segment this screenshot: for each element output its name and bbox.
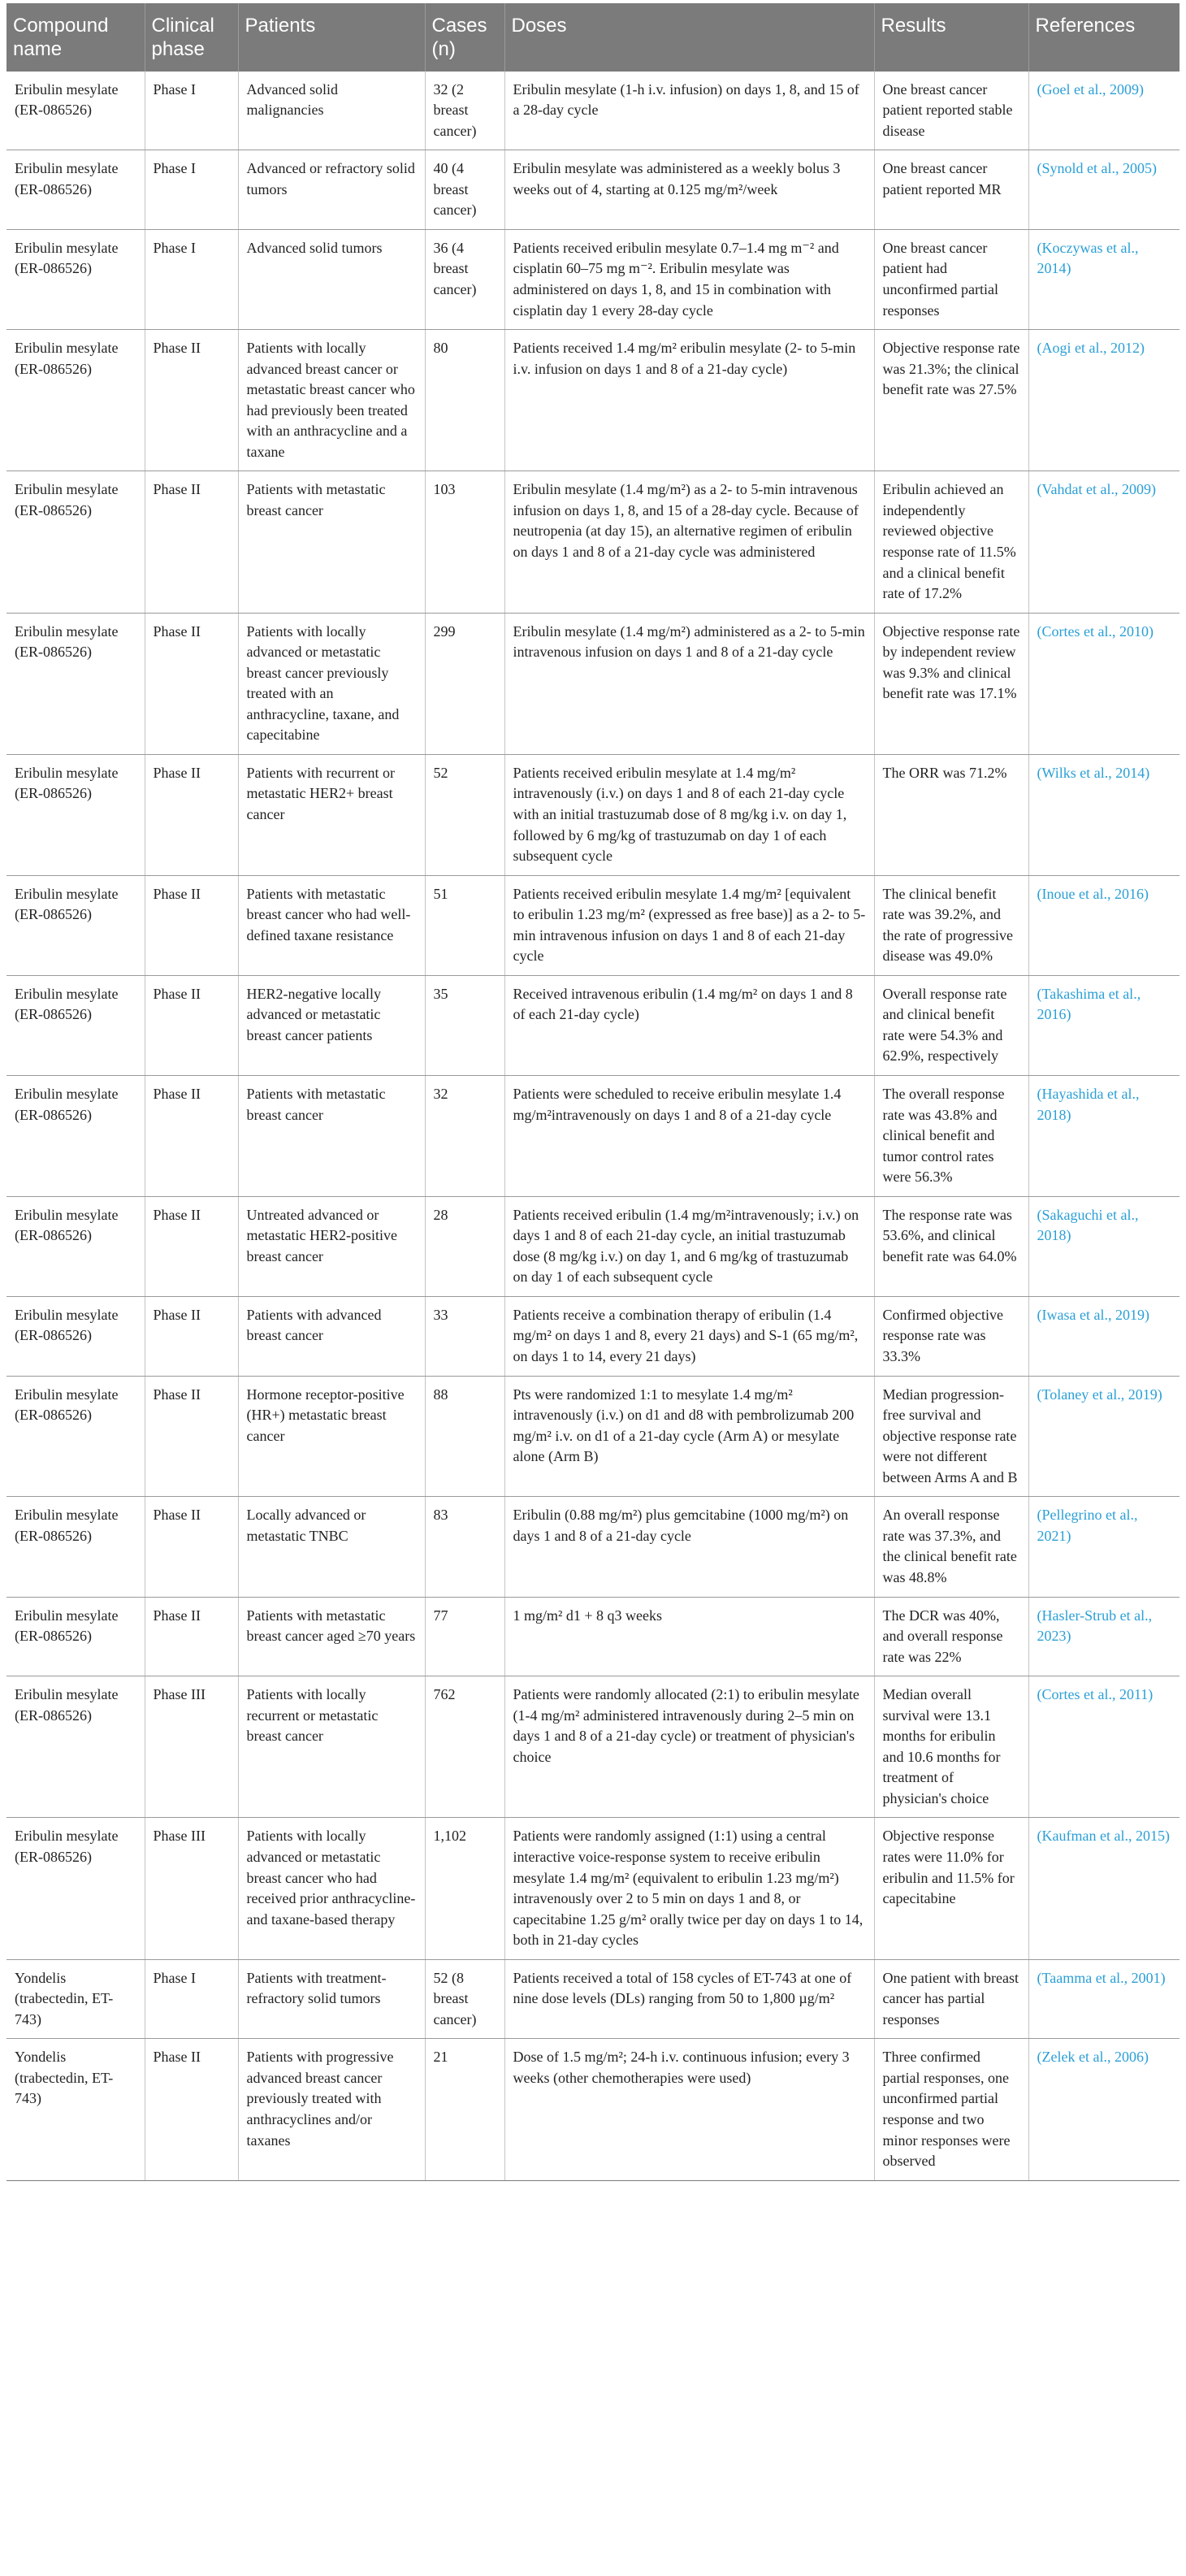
cell-doses: Patients received eribulin mesylate 0.7–1.4 mg m⁻² and cisplatin 60–75 mg m⁻². Eribulin mesylate was administered on days 1, 8, and 15 in combination with cisplatin day 1 every 28-day cycle xyxy=(504,229,874,329)
cell-cases: 52 xyxy=(425,754,504,875)
header-cases: Cases (n) xyxy=(425,3,504,72)
table-row xyxy=(6,471,1180,613)
cell-patients: Advanced or refractory solid tumors xyxy=(238,150,425,230)
cell-cases: 32 (2 breast cancer) xyxy=(425,72,504,150)
cell-cases: 88 xyxy=(425,1376,504,1497)
cell-cases: 77 xyxy=(425,1597,504,1676)
cell-results: One breast cancer patient reported MR xyxy=(874,150,1028,230)
table-row xyxy=(6,754,1180,875)
cell-doses: Patients were randomly assigned (1:1) using a central interactive voice-response system to receive eribulin mesylate 1.4 mg/m² (equivalent to eribulin 1.23 mg/m²) intravenously over 2 to 5 min on days 1 and 8, or capecitabine 1.25 g/m² orally twice per day on days 1 to 14, both in 21-day cycles xyxy=(504,1818,874,1959)
cell-doses: Pts were randomized 1:1 to mesylate 1.4 mg/m² intravenously (i.v.) on d1 and d8 with pembrolizumab 200 mg/m² i.v. on d1 of a 21-day cycle (Arm A) or mesylate alone (Arm B) xyxy=(504,1376,874,1497)
cell-reference-link[interactable]: (Wilks et al., 2014) xyxy=(1028,754,1180,875)
cell-results: One breast cancer patient had unconfirmed partial responses xyxy=(874,229,1028,329)
cell-clinical-phase: Phase II xyxy=(145,1196,238,1296)
cell-results: The clinical benefit rate was 39.2%, and the rate of progressive disease was 49.0% xyxy=(874,875,1028,975)
cell-reference-link[interactable]: (Zelek et al., 2006) xyxy=(1028,2039,1180,2180)
cell-clinical-phase: Phase II xyxy=(145,1376,238,1497)
cell-patients: Patients with advanced breast cancer xyxy=(238,1296,425,1376)
cell-reference-link[interactable]: (Vahdat et al., 2009) xyxy=(1028,471,1180,613)
cell-compound-name: Eribulin mesylate (ER-086526) xyxy=(6,229,145,329)
cell-reference-link[interactable]: (Sakaguchi et al., 2018) xyxy=(1028,1196,1180,1296)
cell-reference-link[interactable]: (Inoue et al., 2016) xyxy=(1028,875,1180,975)
cell-results: Three confirmed partial responses, one unconfirmed partial response and two minor responses were observed xyxy=(874,2039,1028,2180)
cell-reference-link[interactable]: (Hayashida et al., 2018) xyxy=(1028,1076,1180,1197)
cell-patients: Advanced solid tumors xyxy=(238,229,425,329)
cell-compound-name: Eribulin mesylate (ER-086526) xyxy=(6,471,145,613)
table-row xyxy=(6,1959,1180,2039)
cell-compound-name: Eribulin mesylate (ER-086526) xyxy=(6,1597,145,1676)
cell-clinical-phase: Phase III xyxy=(145,1818,238,1959)
table-row xyxy=(6,1497,1180,1597)
cell-clinical-phase: Phase II xyxy=(145,754,238,875)
table-row xyxy=(6,1196,1180,1296)
cell-results: Objective response rates were 11.0% for eribulin and 11.5% for capecitabine xyxy=(874,1818,1028,1959)
cell-doses: Patients received eribulin (1.4 mg/m²intravenously; i.v.) on days 1 and 8 of each 21-day cycle, an initial trastuzumab dose (8 mg/kg i.v.) on day 1, and 6 mg/kg of trastuzumab on day 1 of each subsequent cycle xyxy=(504,1196,874,1296)
cell-doses: Eribulin mesylate (1.4 mg/m²) administered as a 2- to 5-min intravenous infusion on days 1 and 8 of a 21-day cycle xyxy=(504,613,874,754)
cell-results: One breast cancer patient reported stable disease xyxy=(874,72,1028,150)
cell-reference-link[interactable]: (Pellegrino et al., 2021) xyxy=(1028,1497,1180,1597)
header-references: References xyxy=(1028,3,1180,72)
cell-results: Confirmed objective response rate was 33.3% xyxy=(874,1296,1028,1376)
cell-clinical-phase: Phase II xyxy=(145,613,238,754)
table-row xyxy=(6,1597,1180,1676)
table-row xyxy=(6,1296,1180,1376)
table-row xyxy=(6,2039,1180,2180)
cell-clinical-phase: Phase II xyxy=(145,471,238,613)
cell-doses: Eribulin (0.88 mg/m²) plus gemcitabine (1000 mg/m²) on days 1 and 8 of a 21-day cycle xyxy=(504,1497,874,1597)
table-row xyxy=(6,875,1180,975)
cell-patients: Patients with locally advanced or metastatic breast cancer who had received prior anthracycline- and taxane-based therapy xyxy=(238,1818,425,1959)
cell-cases: 36 (4 breast cancer) xyxy=(425,229,504,329)
cell-compound-name: Eribulin mesylate (ER-086526) xyxy=(6,1376,145,1497)
cell-patients: Patients with recurrent or metastatic HER2+ breast cancer xyxy=(238,754,425,875)
cell-patients: Patients with locally recurrent or metastatic breast cancer xyxy=(238,1676,425,1818)
cell-patients: Patients with metastatic breast cancer aged ≥70 years xyxy=(238,1597,425,1676)
cell-clinical-phase: Phase II xyxy=(145,875,238,975)
cell-results: Median overall survival were 13.1 months for eribulin and 10.6 months for treatment of physician's choice xyxy=(874,1676,1028,1818)
cell-reference-link[interactable]: (Tolaney et al., 2019) xyxy=(1028,1376,1180,1497)
cell-patients: Hormone receptor-positive (HR+) metastatic breast cancer xyxy=(238,1376,425,1497)
cell-reference-link[interactable]: (Cortes et al., 2011) xyxy=(1028,1676,1180,1818)
cell-doses: Patients received a total of 158 cycles of ET-743 at one of nine dose levels (DLs) ranging from 50 to 1,800 µg/m² xyxy=(504,1959,874,2039)
cell-patients: Patients with metastatic breast cancer xyxy=(238,471,425,613)
cell-compound-name: Eribulin mesylate (ER-086526) xyxy=(6,150,145,230)
table-row xyxy=(6,1076,1180,1197)
header-doses: Doses xyxy=(504,3,874,72)
cell-patients: Patients with locally advanced or metastatic breast cancer previously treated with an anthracycline, taxane, and capecitabine xyxy=(238,613,425,754)
cell-cases: 28 xyxy=(425,1196,504,1296)
cell-clinical-phase: Phase I xyxy=(145,229,238,329)
cell-results: Objective response rate by independent review was 9.3% and clinical benefit rate was 17.1% xyxy=(874,613,1028,754)
cell-doses: Eribulin mesylate (1-h i.v. infusion) on days 1, 8, and 15 of a 28-day cycle xyxy=(504,72,874,150)
cell-compound-name: Eribulin mesylate (ER-086526) xyxy=(6,72,145,150)
cell-compound-name: Yondelis (trabectedin, ET-743) xyxy=(6,1959,145,2039)
cell-compound-name: Eribulin mesylate (ER-086526) xyxy=(6,613,145,754)
cell-cases: 103 xyxy=(425,471,504,613)
table-row xyxy=(6,72,1180,150)
cell-results: Objective response rate was 21.3%; the clinical benefit rate was 27.5% xyxy=(874,330,1028,471)
cell-results: One patient with breast cancer has partial responses xyxy=(874,1959,1028,2039)
table-row xyxy=(6,1676,1180,1818)
cell-cases: 52 (8 breast cancer) xyxy=(425,1959,504,2039)
header-patients: Patients xyxy=(238,3,425,72)
cell-doses: Patients received eribulin mesylate 1.4 mg/m² [equivalent to eribulin 1.23 mg/m² (expressed as free base)] as a 2- to 5-min intravenous infusion on days 1 and 8 of each 21-day cycle xyxy=(504,875,874,975)
table-row xyxy=(6,229,1180,329)
cell-results: Eribulin achieved an independently reviewed objective response rate of 11.5% and a clinical benefit rate of 17.2% xyxy=(874,471,1028,613)
cell-results: The ORR was 71.2% xyxy=(874,754,1028,875)
header-compound-name: Compound name xyxy=(6,3,145,72)
cell-patients: Patients with treatment-refractory solid tumors xyxy=(238,1959,425,2039)
table-row xyxy=(6,1376,1180,1497)
cell-doses: Eribulin mesylate was administered as a weekly bolus 3 weeks out of 4, starting at 0.125 mg/m²/week xyxy=(504,150,874,230)
cell-compound-name: Yondelis (trabectedin, ET-743) xyxy=(6,2039,145,2180)
cell-compound-name: Eribulin mesylate (ER-086526) xyxy=(6,1296,145,1376)
cell-cases: 21 xyxy=(425,2039,504,2180)
cell-doses: Patients were scheduled to receive eribulin mesylate 1.4 mg/m²intravenously on days 1 and 8 of a 21-day cycle xyxy=(504,1076,874,1197)
cell-cases: 35 xyxy=(425,975,504,1075)
cell-reference-link[interactable]: (Takashima et al., 2016) xyxy=(1028,975,1180,1075)
cell-clinical-phase: Phase II xyxy=(145,1076,238,1197)
cell-compound-name: Eribulin mesylate (ER-086526) xyxy=(6,1196,145,1296)
cell-reference-link[interactable]: (Cortes et al., 2010) xyxy=(1028,613,1180,754)
cell-doses: Patients were randomly allocated (2:1) to eribulin mesylate (1-4 mg/m² administered intravenously during 2–5 min on days 1 and 8 of a 21-day cycle) or treatment of physician's choice xyxy=(504,1676,874,1818)
cell-patients: HER2-negative locally advanced or metastatic breast cancer patients xyxy=(238,975,425,1075)
cell-cases: 80 xyxy=(425,330,504,471)
cell-doses: Eribulin mesylate (1.4 mg/m²) as a 2- to 5-min intravenous infusion on days 1, 8, and 15 of a 28-day cycle. Because of neutropenia (at day 15), an alternative regimen of eribulin on days 1 and 8 of a 21-day cycle was administered xyxy=(504,471,874,613)
cell-doses: Patients receive a combination therapy of eribulin (1.4 mg/m² on days 1 and 8, every 21 days) and S-1 (65 mg/m², on days 1 to 14, every 21 days) xyxy=(504,1296,874,1376)
cell-clinical-phase: Phase I xyxy=(145,150,238,230)
cell-patients: Patients with progressive advanced breast cancer previously treated with anthracyclines and/or taxanes xyxy=(238,2039,425,2180)
cell-cases: 33 xyxy=(425,1296,504,1376)
cell-reference-link[interactable]: (Synold et al., 2005) xyxy=(1028,150,1180,230)
header-clinical-phase: Clinical phase xyxy=(145,3,238,72)
cell-cases: 762 xyxy=(425,1676,504,1818)
cell-doses: Received intravenous eribulin (1.4 mg/m² on days 1 and 8 of each 21-day cycle) xyxy=(504,975,874,1075)
cell-doses: Patients received 1.4 mg/m² eribulin mesylate (2- to 5-min i.v. infusion on days 1 and 8 of a 21-day cycle) xyxy=(504,330,874,471)
table-row xyxy=(6,613,1180,754)
cell-reference-link[interactable]: (Goel et al., 2009) xyxy=(1028,72,1180,150)
table-row xyxy=(6,330,1180,471)
clinical-trials-table xyxy=(6,3,1180,2181)
cell-reference-link[interactable]: (Kaufman et al., 2015) xyxy=(1028,1818,1180,1959)
cell-cases: 83 xyxy=(425,1497,504,1597)
header-results: Results xyxy=(874,3,1028,72)
cell-doses: Dose of 1.5 mg/m²; 24-h i.v. continuous infusion; every 3 weeks (other chemotherapies were used) xyxy=(504,2039,874,2180)
cell-clinical-phase: Phase II xyxy=(145,1296,238,1376)
cell-cases: 299 xyxy=(425,613,504,754)
cell-cases: 40 (4 breast cancer) xyxy=(425,150,504,230)
cell-reference-link[interactable]: (Koczywas et al., 2014) xyxy=(1028,229,1180,329)
table-row xyxy=(6,150,1180,230)
cell-results: The overall response rate was 43.8% and clinical benefit and tumor control rates were 56.3% xyxy=(874,1076,1028,1197)
cell-clinical-phase: Phase II xyxy=(145,975,238,1075)
cell-compound-name: Eribulin mesylate (ER-086526) xyxy=(6,754,145,875)
cell-compound-name: Eribulin mesylate (ER-086526) xyxy=(6,875,145,975)
cell-clinical-phase: Phase II xyxy=(145,1497,238,1597)
table-row xyxy=(6,975,1180,1075)
cell-results: An overall response rate was 37.3%, and the clinical benefit rate was 48.8% xyxy=(874,1497,1028,1597)
cell-compound-name: Eribulin mesylate (ER-086526) xyxy=(6,1076,145,1197)
cell-doses: 1 mg/m² d1 + 8 q3 weeks xyxy=(504,1597,874,1676)
cell-patients: Patients with metastatic breast cancer xyxy=(238,1076,425,1197)
cell-clinical-phase: Phase II xyxy=(145,2039,238,2180)
cell-reference-link[interactable]: (Taamma et al., 2001) xyxy=(1028,1959,1180,2039)
cell-cases: 1,102 xyxy=(425,1818,504,1959)
cell-results: The DCR was 40%, and overall response rate was 22% xyxy=(874,1597,1028,1676)
cell-clinical-phase: Phase I xyxy=(145,72,238,150)
cell-patients: Advanced solid malignancies xyxy=(238,72,425,150)
table-row xyxy=(6,1818,1180,1959)
cell-compound-name: Eribulin mesylate (ER-086526) xyxy=(6,1818,145,1959)
cell-clinical-phase: Phase I xyxy=(145,1959,238,2039)
cell-compound-name: Eribulin mesylate (ER-086526) xyxy=(6,330,145,471)
cell-results: Overall response rate and clinical benefit rate were 54.3% and 62.9%, respectively xyxy=(874,975,1028,1075)
cell-compound-name: Eribulin mesylate (ER-086526) xyxy=(6,975,145,1075)
cell-patients: Locally advanced or metastatic TNBC xyxy=(238,1497,425,1597)
cell-patients: Patients with metastatic breast cancer who had well-defined taxane resistance xyxy=(238,875,425,975)
cell-reference-link[interactable]: (Aogi et al., 2012) xyxy=(1028,330,1180,471)
table-body xyxy=(6,72,1180,2181)
cell-clinical-phase: Phase II xyxy=(145,1597,238,1676)
cell-results: The response rate was 53.6%, and clinical benefit rate was 64.0% xyxy=(874,1196,1028,1296)
cell-reference-link[interactable]: (Hasler-Strub et al., 2023) xyxy=(1028,1597,1180,1676)
cell-patients: Untreated advanced or metastatic HER2-positive breast cancer xyxy=(238,1196,425,1296)
table-header xyxy=(6,3,1180,72)
cell-clinical-phase: Phase III xyxy=(145,1676,238,1818)
cell-clinical-phase: Phase II xyxy=(145,330,238,471)
cell-reference-link[interactable]: (Iwasa et al., 2019) xyxy=(1028,1296,1180,1376)
cell-cases: 51 xyxy=(425,875,504,975)
cell-results: Median progression-free survival and objective response rate were not different between Arms A and B xyxy=(874,1376,1028,1497)
cell-compound-name: Eribulin mesylate (ER-086526) xyxy=(6,1676,145,1818)
header-row xyxy=(6,3,1180,72)
cell-doses: Patients received eribulin mesylate at 1.4 mg/m² intravenously (i.v.) on days 1 and 8 of each 21-day cycle with an initial trastuzumab dose of 8 mg/kg i.v. on day 1, followed by 6 mg/kg of trastuzumab on day 1 of each subsequent cycle xyxy=(504,754,874,875)
cell-cases: 32 xyxy=(425,1076,504,1197)
cell-patients: Patients with locally advanced breast cancer or metastatic breast cancer who had previously been treated with an anthracycline and a taxane xyxy=(238,330,425,471)
cell-compound-name: Eribulin mesylate (ER-086526) xyxy=(6,1497,145,1597)
